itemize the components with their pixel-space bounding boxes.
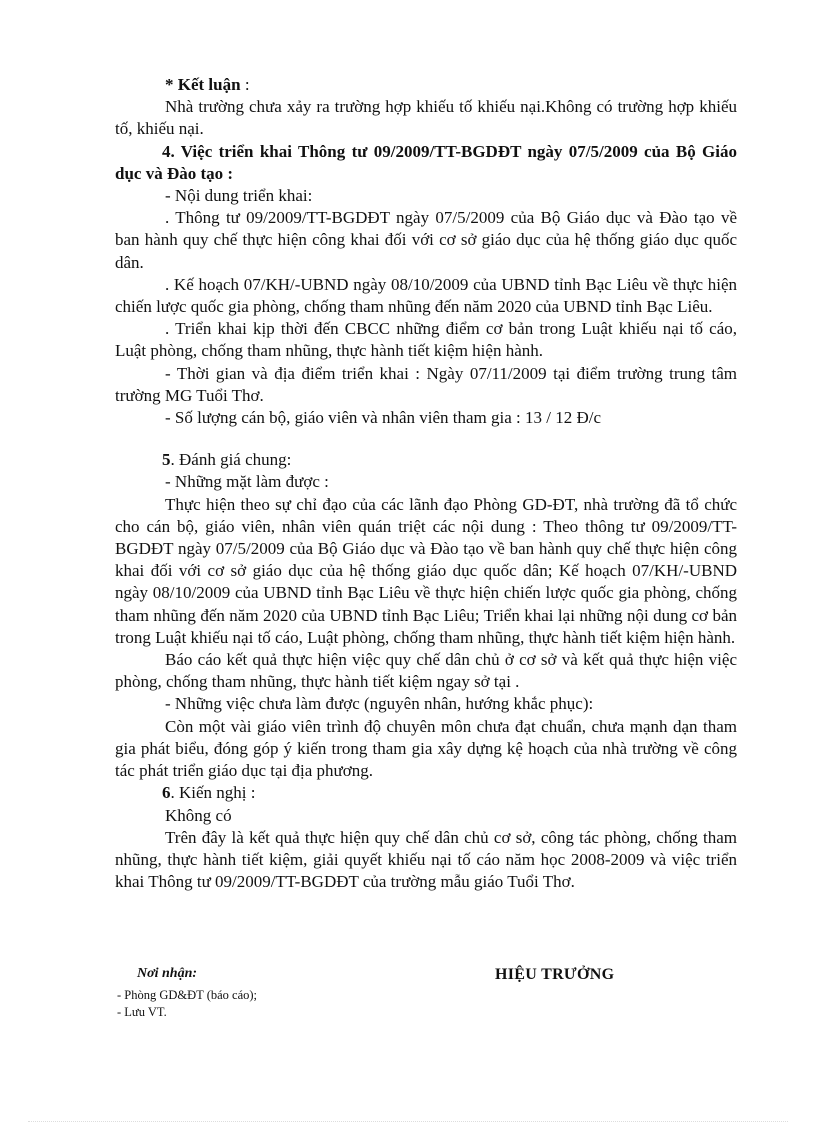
document-footer [115,966,737,1036]
section4-item-deploy: . Triển khai kịp thời đến CBCC những điểm cơ bản trong Luật khiếu nại tố cáo, Luật phòng, chống tham nhũng, thực hành tiết kiệm hiện hành. [115,319,737,361]
signature-title: HIỆU TRƯỞNG [495,966,615,983]
section6-text: Không có [165,805,232,825]
section6-title: . Kiến nghị : [170,783,256,803]
section4-participants: - Số lượng cán bộ, giáo viên và nhân viên tham gia : 13 / 12 Đ/c [165,408,602,428]
section6-heading [115,782,737,804]
section4-time-place: - Thời gian và địa điểm triển khai : Ngày 07/11/2009 tại điểm trường trung tâm trường MG Tuổi Thơ. [115,363,737,405]
section5-achieved-label: - Những mặt làm được : [165,472,329,492]
section6-number: 6 [162,783,171,803]
document-body [115,74,737,893]
conclusion-heading [115,74,737,96]
section5-achieved-text: Thực hiện theo sự chỉ đạo của các lãnh đạo Phòng GD-ĐT, nhà trường đã tổ chức cho cán bộ, giáo viên, nhân viên quán triệt các nội dung : Theo thông tư 09/2009/TT-BGDĐT ngày 07/5/2009 của Bộ Giáo dục và Đào tạo về ban hành quy chế thực hiện công khai đối với cơ sở giáo dục của hệ thống giáo dục quốc dân; Kế hoạch 07/KH/-UBND ngày 08/10/2009 của UBND tỉnh Bạc Liêu về thực hiện chiến lược quốc gia phòng, chống tham nhũng đến năm 2020 của UBND tỉnh Bạc Liêu; Triển khai lại những nội dung cơ bản trong Luật khiếu nại tố cáo, Luật phòng, chống tham nhũng, thực hành tiết kiệm hiện hành. [115,494,737,647]
recipients-title: Nơi nhận: [137,966,198,981]
closing-paragraph: Trên đây là kết quả thực hiện quy chế dân chủ cơ sở, công tác phòng, chống tham nhũng, thực hành tiết kiệm, giải quyết khiếu nại tố cáo năm học 2008-2009 và việc triển khai Thông tư 09/2009/TT-BGDĐT của trường mẫu giáo Tuổi Thơ. [115,827,737,892]
page-bottom-divider [28,1121,788,1122]
conclusion-heading-suffix: : [240,75,250,94]
section5-report-text: Báo cáo kết quả thực hiện việc quy chế dân chủ ở cơ sở và kết quả thực hiện việc phòng, chống tham nhũng, thực hành tiết kiệm ngay sở tại . [115,650,737,692]
conclusion-heading-text: * Kết luận [165,75,241,94]
section4-heading: 4. Việc triển khai Thông tư 09/2009/TT-BGDĐT ngày 07/5/2009 của Bộ Giáo dục và Đào tạo : [115,141,737,183]
section4-item-plan: . Kế hoạch 07/KH/-UBND ngày 08/10/2009 của UBND tỉnh Bạc Liêu về thực hiện chiến lược quốc gia phòng, chống tham nhũng đến năm 2020 của UBND tỉnh Bạc Liêu. [115,274,737,317]
section4-item-circular: . Thông tư 09/2009/TT-BGDĐT ngày 07/5/2009 của Bộ Giáo dục và Đào tạo về ban hành quy chế thực hiện công khai đối với cơ sở giáo dục của hệ thống giáo dục quốc dân. [115,208,737,272]
conclusion-text: Nhà trường chưa xảy ra trường hợp khiếu tố khiếu nại.Không có trường hợp khiếu tố, khiếu nại. [115,97,737,139]
spacer [115,429,737,449]
section5-number: 5 [162,450,171,470]
recipient-item: - Phòng GD&ĐT (báo cáo); [117,988,258,1002]
recipient-item: - Lưu VT. [117,1005,167,1019]
section4-content-label: - Nội dung triển khai: [165,186,313,206]
section5-not-done-text: Còn một vài giáo viên trình độ chuyên môn chưa đạt chuẩn, chưa mạnh dạn tham gia phát biểu, đóng góp ý kiến trong tham gia xây dựng kệ hoạch của nhà trường về công tác phát triển giáo dục tại địa phương. [115,716,737,781]
section5-heading [115,449,737,471]
section5-not-done-label: - Những việc chưa làm được (nguyên nhân, hướng khắc phục): [165,694,594,714]
section5-title: . Đánh giá chung: [170,450,292,470]
